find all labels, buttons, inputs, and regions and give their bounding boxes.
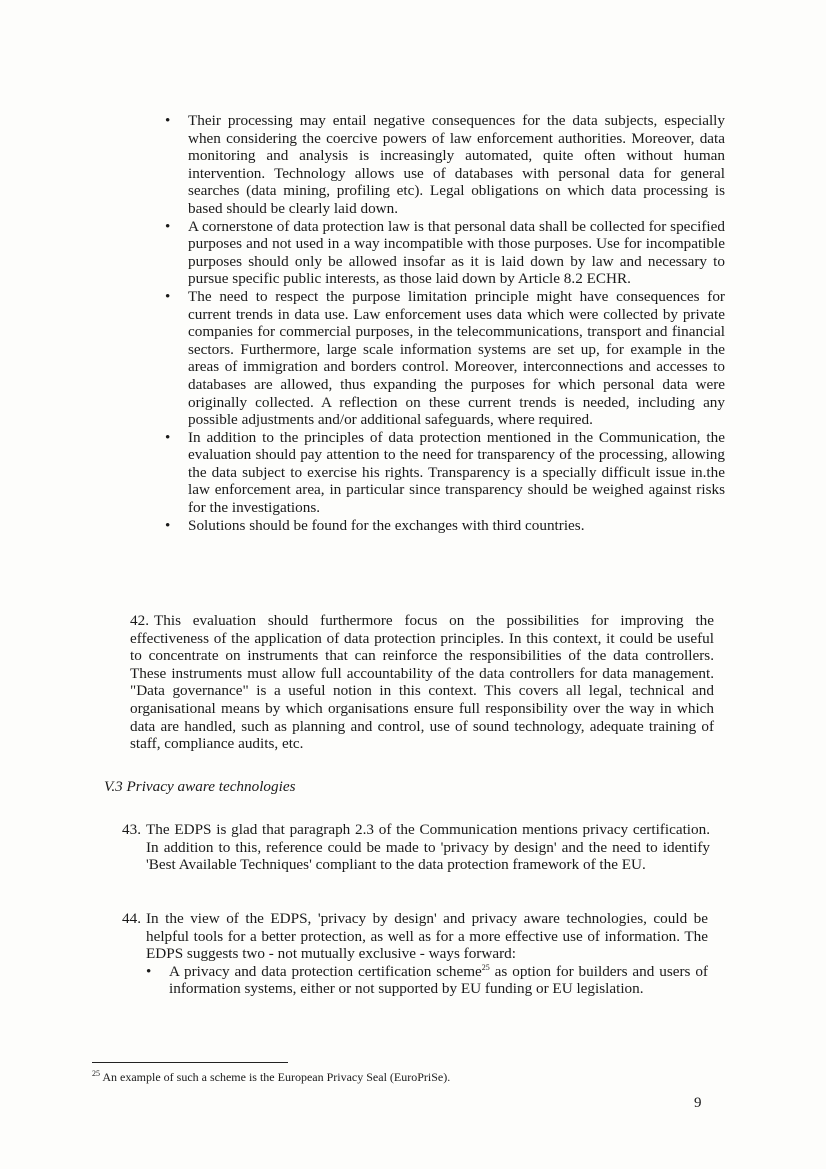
- bullet-text: Solutions should be found for the exchanges with third countries.: [188, 516, 585, 534]
- bullet-text-continued: as option for builders and users of information systems, either or not supported by EU funding or EU legislation.: [169, 962, 708, 998]
- paragraph-text: The EDPS is glad that paragraph 2.3 of the Communication mentions privacy certification. In addition to this, reference could be made to 'privacy by design' and the need to identify 'Best Available Techniques' compliant to the data protection framework of the EU.: [146, 821, 710, 874]
- paragraph-number: 44.: [122, 910, 141, 927]
- bullet-text: A privacy and data protection certification scheme: [169, 962, 482, 980]
- paragraph-44: [122, 910, 708, 998]
- list-item: [165, 517, 725, 535]
- page-number: 9: [694, 1095, 702, 1111]
- bullet-list-ways-forward: [146, 963, 708, 998]
- paragraph-text: This evaluation should furthermore focus on the possibilities for improving the effectiveness of the application of data protection principles. In this context, it could be useful to concentrate on instruments that can reinforce the responsibilities of the data controllers. These instruments must allow full accountability of the data controllers for data management. "Data governance" is a useful notion in this context. This covers all legal, technical and organisational means by which organisations ensure full responsibility over the way in which data are handled, such as planning and control, use of sound technology, adequate training of staff, compliance audits, etc.: [130, 612, 714, 753]
- bullet-icon: •: [165, 428, 171, 446]
- footnote-reference: 25: [481, 962, 490, 972]
- bullet-text: A cornerstone of data protection law is that personal data shall be collected for specified purposes and not used in a way incompatible with those purposes. Use for incompatible purposes should only be allowed insofar as it is laid down by law and necessary to pursue specific public interests, as those laid down by Article 8.2 ECHR.: [188, 217, 725, 288]
- bullet-icon: •: [165, 112, 171, 129]
- paragraph-text: In the view of the EDPS, 'privacy by design' and privacy aware technologies, could be helpful tools for a better protection, as well as for a more effective use of information. The EDPS suggests two - not mutually exclusive - ways forward:: [146, 910, 708, 963]
- list-item: [146, 963, 708, 998]
- bullet-text: The need to respect the purpose limitation principle might have consequences for current trends in data use. Law enforcement uses data which were collected by private companies for commercial purposes, in the telecommunications, transport and financial sectors. Furthermore, large scale information systems are set up, for example in the areas of immigration and borders control. Moreover, interconnections and accesses to databases are allowed, thus expanding the purposes for which personal data were originally collected. A reflection on these current trends is needed, including any possible adjustments and/or additional safeguards, where required.: [188, 287, 725, 429]
- section-heading: V.3 Privacy aware technologies: [104, 778, 296, 795]
- paragraph-43: [122, 821, 710, 874]
- list-item: [165, 429, 725, 517]
- bullet-icon: •: [165, 217, 171, 235]
- bullet-text: In addition to the principles of data protection mentioned in the Communication, the evaluation should pay attention to the need for transparency of the processing, allowing the data subject to exercise his rights. Transparency is a specially difficult issue in.the law enforcement area, in particular since transparency should be weighed against risks for the investigations.: [188, 428, 725, 517]
- list-item: [165, 288, 725, 429]
- list-item: [165, 112, 725, 218]
- footnote-divider: [92, 1062, 288, 1063]
- bullet-text: Their processing may entail negative consequences for the data subjects, especially when considering the coercive powers of law enforcement authorities. Moreover, data monitoring and analysis is increasingly automated, quite often without human intervention. Technology allows use of databases with personal data for general searches (data mining, profiling etc). Legal obligations on which data processing is based should be clearly laid down.: [188, 112, 725, 217]
- paragraph-number: 43.: [122, 821, 141, 838]
- bullet-icon: •: [146, 962, 152, 980]
- paragraph-42: [130, 612, 714, 753]
- bullet-list-principles: [165, 112, 725, 534]
- footnote-text: An example of such a scheme is the European Privacy Seal (EuroPriSe).: [102, 1070, 451, 1084]
- bullet-icon: •: [165, 287, 171, 305]
- paragraph-number: 42.: [130, 612, 149, 629]
- bullet-icon: •: [165, 516, 171, 534]
- list-item: [165, 218, 725, 288]
- footnote: [92, 1070, 450, 1084]
- footnote-marker: 25: [92, 1069, 100, 1078]
